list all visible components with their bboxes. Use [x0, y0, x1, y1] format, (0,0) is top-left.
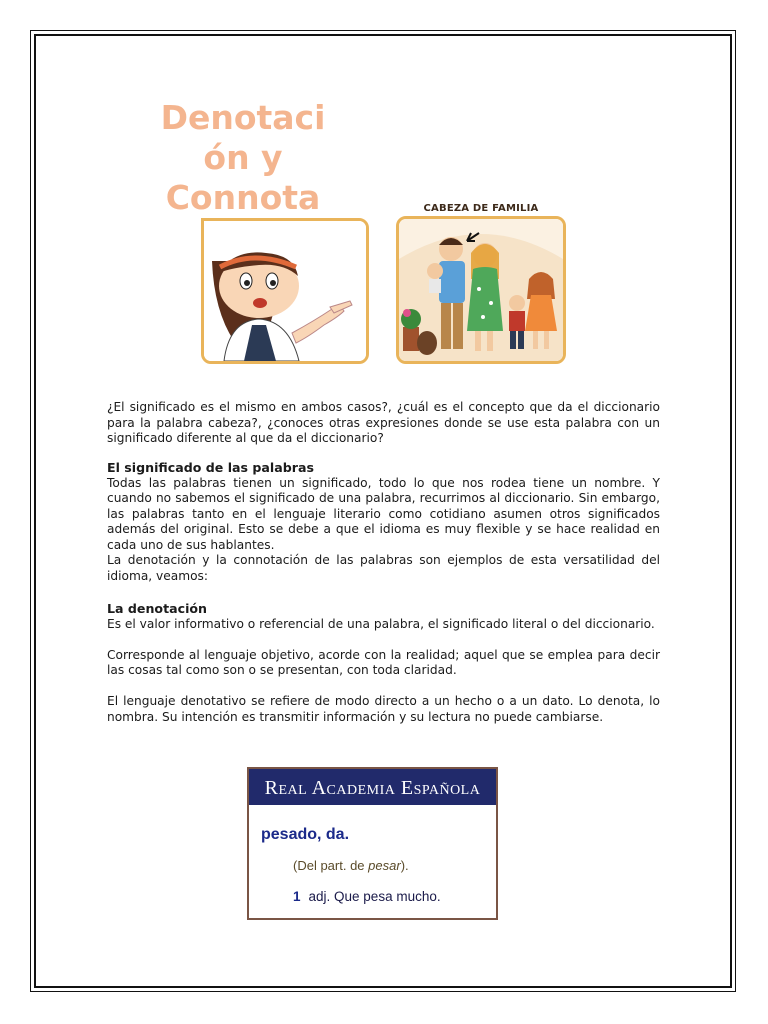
cartoon-family-icon: [399, 219, 563, 361]
cartoon-girl-pointing-icon: [204, 221, 366, 361]
family-caption: CABEZA DE FAMILIA: [423, 203, 539, 214]
section-denotation: [107, 601, 660, 725]
section-denotation-paragraph-2: Corresponde al lenguaje objetivo, acorde con la realidad; aquel que se emplea para decir las cosas tal como son o se presentan, con toda claridad.: [107, 647, 660, 677]
rae-etymology: [293, 858, 409, 873]
rae-etymology-word: pesar: [368, 858, 401, 873]
family-illustration: [396, 216, 566, 364]
section-heading-denotation: La denotación: [107, 601, 207, 616]
rae-definition-number: 1: [293, 889, 301, 904]
section-heading-meaning: El significado de las palabras: [107, 460, 314, 475]
intro-paragraph: ¿El significado es el mismo en ambos casos?, ¿cuál es el concepto que da el diccionario para la palabra cabeza?, ¿conoces otras expresiones donde se use esta palabra con un significado diferente al que da el diccionario?: [107, 400, 660, 445]
intro-text: [107, 400, 660, 447]
section-denotation-paragraph-1: Es el valor informativo o referencial de una palabra, el significado literal o del diccionario.: [107, 616, 655, 631]
rae-header: Real Academia Española: [249, 769, 496, 805]
rae-etymology-suffix: ).: [400, 858, 409, 873]
section-meaning-paragraph-1: Todas las palabras tienen un significado, todo lo que nos rodea tiene un nombre. Y cuando no sabemos el significado de una palabra, recurrimos al diccionario. Sin embargo, las palabras tanto en el lenguaje literario como cotidiano asumen otros significados además del original. Esto se debe a que el idioma es muy flexible y se hace realidad en cada uno de sus hablantes.: [107, 475, 660, 552]
rae-definition: [293, 889, 441, 904]
page-title: Denotaci ón y Connota: [160, 98, 326, 217]
section-meaning-paragraph-2: La denotación y la connotación de las palabras son ejemplos de esta versatilidad del idioma, veamos:: [107, 553, 660, 583]
rae-dictionary-entry: [247, 767, 498, 920]
rae-etymology-prefix: (Del part. de: [293, 858, 369, 873]
rae-headword: pesado, da.: [261, 826, 350, 843]
section-meaning: [107, 460, 660, 584]
girl-illustration: [201, 218, 369, 364]
section-denotation-paragraph-3: El lenguaje denotativo se refiere de modo directo a un hecho o a un dato. Lo denota, lo nombra. Su intención es transmitir información y su lectura no puede cambiarse.: [107, 694, 660, 724]
rae-definition-text: adj. Que pesa mucho.: [308, 889, 441, 904]
